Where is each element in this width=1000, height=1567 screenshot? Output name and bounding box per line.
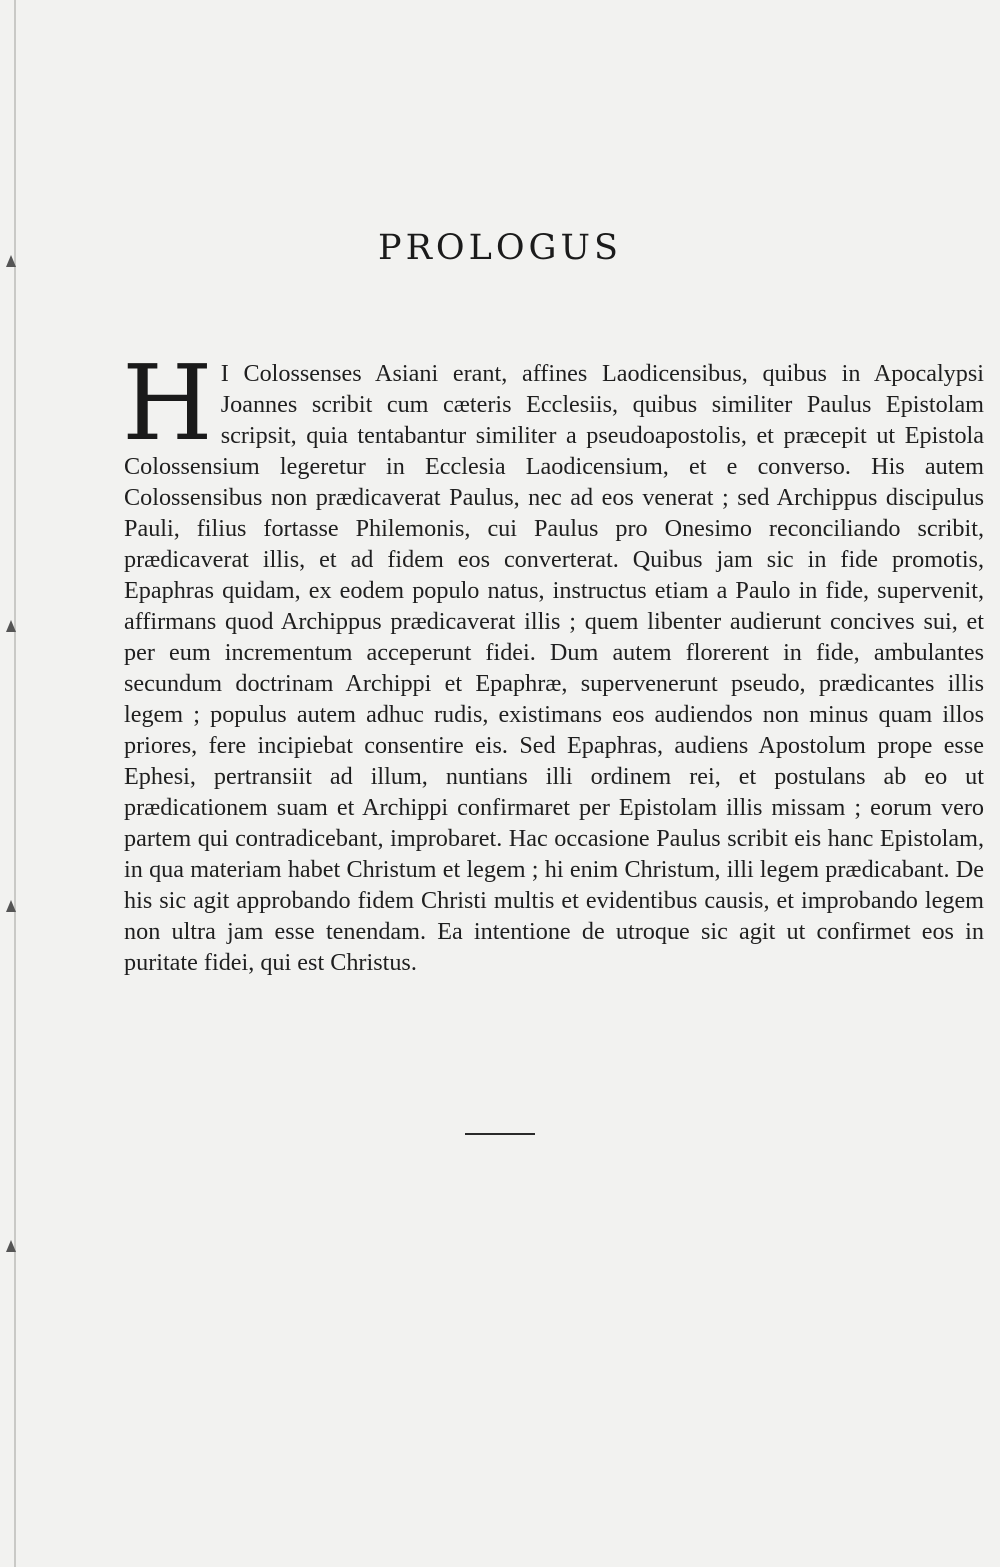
binding-notch-icon [6,1240,16,1252]
section-divider [465,1133,535,1135]
page-title: PROLOGUS [378,228,622,268]
drop-cap: H [122,342,213,464]
binding-notch-icon [6,900,16,912]
paragraph-text: I Colossenses Asiani erant, affines Laodicensibus, quibus in Apocalypsi Joannes scribit cum cæteris Ecclesiis, quibus similiter Paulus Epistolam scripsit, quia tentabantur similiter a pseudoapostolis, et præcepit ut Epistola Colossensium legeretur in Ecclesia Laodicensium, et e converso. His autem Colossensibus non prædicaverat Paulus, nec ad eos venerat ; sed Archippus discipulus Pauli, filius fortasse Philemonis, cui Paulus pro Onesimo reconciliando scribit, prædicaverat illis, et ad fidem eos converterat. Quibus jam sic in fide promotis, Epaphras quidam, ex eodem populo natus, instructus etiam a Paulo in fide, supervenit, affirmans quod Archippus prædicaverat illis ; quem libenter audierunt concives sui, et per eum incrementum acceperunt fidei. Dum autem florerent in fide, ambulantes secundum doctrinam Archippi et Epaphræ, supervenerunt pseudo, prædicantes illis legem ; populus autem adhuc rudis, existimans eos audiendos non minus quam illos priores, fere incipiebat consentire eis. Sed Epaphras, audiens Apostolum prope esse Ephesi, pertransiit ad illum, nuntians illi ordinem rei, et postulans ab eo ut prædicationem suam et Archippi confirmaret per Epistolam illis missam ; eorum vero partem qui contradicebant, improbaret. Hac occasione Paulus scribit eis hanc Epistolam, in qua materiam habet Christum et legem ; hi enim Christum, illi legem prædicabant. De his sic agit approbando fidem Christi multis et evidentibus causis, et improbando legem non ultra jam esse tenendam. Ea intentione de utroque sic agit ut confirmet eos in puritate fidei, qui est Christus. [124,360,984,976]
prologue-paragraph [122,342,984,978]
binding-notch-icon [6,620,16,632]
